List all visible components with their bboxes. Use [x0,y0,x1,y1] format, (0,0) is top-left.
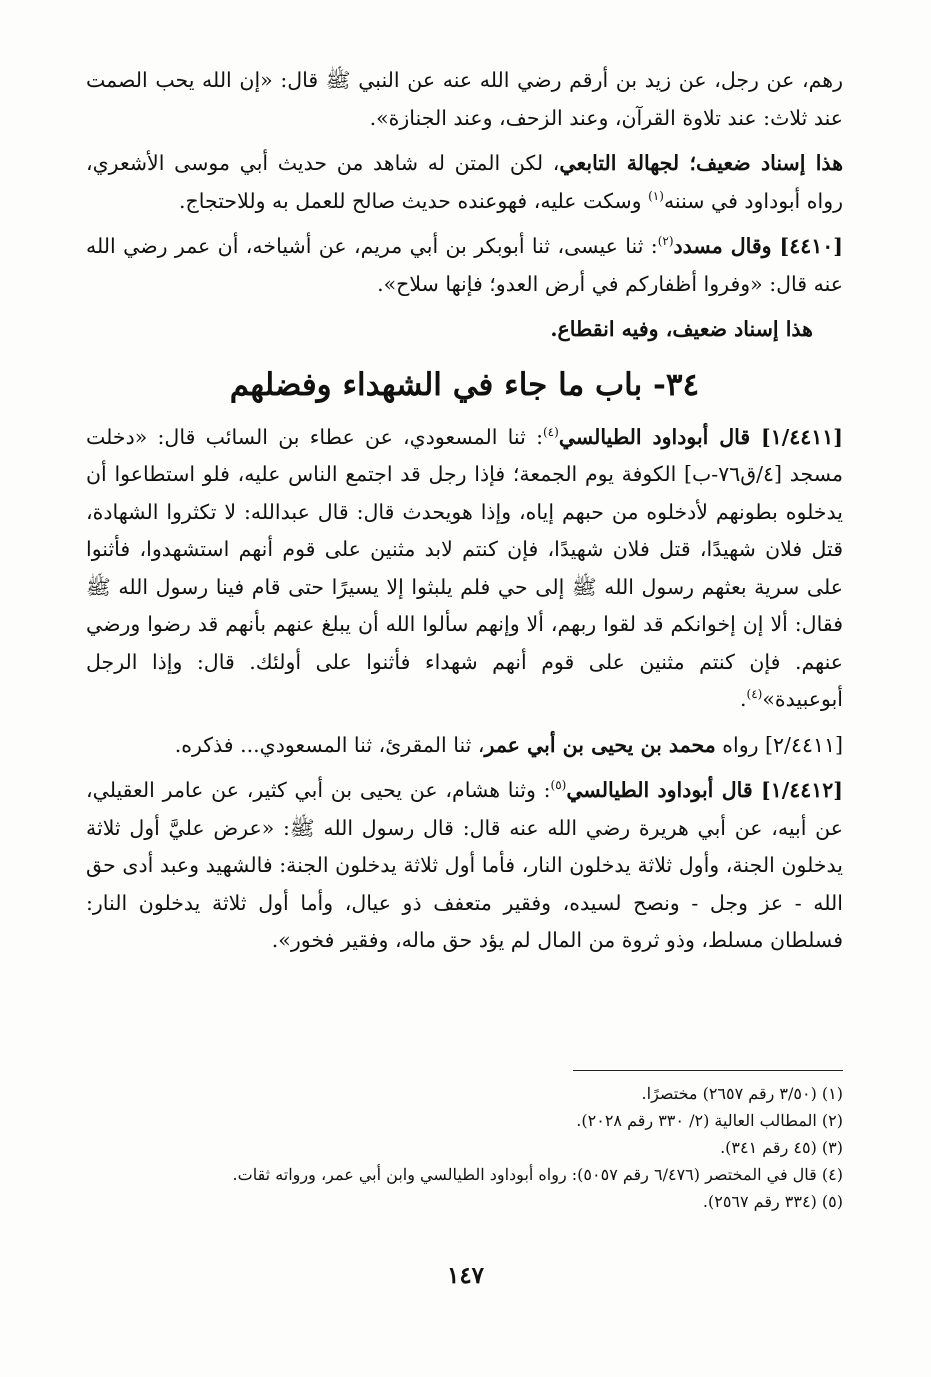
paragraph-2 [86,145,843,220]
footnote-2: (٢) المطالب العالية (٢/ ٣٣٠ رقم ٢٠٢٨). [576,1111,843,1130]
paragraph-6 [86,727,843,765]
paragraph-5 [86,419,843,719]
footnote-ref-2[interactable]: (٢) [657,234,674,249]
footnote-1: (١) (٣/٥٠ رقم ٢٦٥٧) مختصرًا. [641,1084,843,1103]
chapter-heading: ٣٤- باب ما جاء في الشهداء وفضلهم [229,366,700,403]
paragraph-5-bold: [١/٤٤١١] قال أبوداود الطيالسي [558,424,843,449]
footnote-3: (٣) (٤٥ رقم ٣٤١). [720,1138,843,1157]
footnote-5: (٥) (٣٣٤ رقم ٢٥٦٧). [702,1192,843,1211]
paragraph-4 [86,311,843,349]
paragraph-7-bold: [١/٤٤١٢] قال أبوداود الطيالسي [566,778,843,802]
footnotes [86,1080,843,1215]
footnote-ref-5[interactable]: (٥) [550,778,567,793]
paragraph-2-text: ، لكن المتن له شاهد من حديث أبي موسى الأشعري، رواه أبوداود في سننه [86,151,843,213]
paragraph-3-text: : ثنا عيسى، ثنا أبوبكر بن أبي مريم، عن أشياخه، أن عمر رضي الله عنه قال: «وفروا أظفاركم في أرض العدو؛ فإنها سلاح». [86,234,843,296]
paragraph-4-bold: هذا إسناد ضعيف، وفيه انقطاع. [550,317,813,341]
paragraph-7 [86,772,843,960]
paragraph-6-bold: محمد بن يحيى بن أبي عمر [484,732,716,757]
paragraph-6-text: ، ثنا المقرئ، ثنا المسعودي... فذكره. [174,732,485,757]
paragraph-2-text-end: وسكت عليه، فهوعنده حديث صالح للعمل به وللاحتجاج. [179,188,649,213]
footnote-divider [573,1070,843,1071]
main-text [86,62,843,968]
paragraph-7-text: : وثنا هشام، عن يحيى بن أبي كثير، عن عامر العقيلي، عن أبيه، عن أبي هريرة رضي الله عنه قال: قال رسول الله ﷺ: «عرض عليَّ أول ثلاثة يدخلون الجنة، وأول ثلاثة يدخلون النار، فأما أول ثلاثة يدخلون الجنة: فالشهيد وعبد أدى حق الله - عز وجل - ونصح لسيده، وفقير متعفف ذو عيال، وأما أول ثلاثة يدخلون النار: فسلطان مسلط، وذو ثروة من المال لم يؤد حق ماله، وفقير فخور». [86,778,843,952]
footnote-ref-4[interactable]: (٤) [746,687,763,702]
paragraph-6-bracket: [٢/٤٤١١] رواه [715,732,843,757]
footnote-4: (٤) قال في المختصر (٦/٤٧٦ رقم ٥٠٥٧): رواه أبوداود الطيالسي وابن أبي عمر، ورواته ثقات. [232,1165,843,1184]
footnote-ref-1[interactable]: (١) [648,188,664,203]
paragraph-3 [86,228,843,303]
page-number: ١٤٧ [446,1262,485,1289]
paragraph-1 [86,62,843,137]
paragraph-5-text: : ثنا المسعودي، عن عطاء بن السائب قال: «دخلت مسجد [٤/ق٧٦-ب] الكوفة يوم الجمعة؛ فإذا رجل قد اجتمع الناس عليه، فلو استطاعوا أن يدخلوه بطونهم لأدخلوه من حبهم إياه، وإذا هويحدث قال: قال عبدالله: لا تكثروا الشهادة، قتل فلان شهيدًا، قتل فلان شهيدًا، فإن كنتم لابد مثنين على قوم أنهم استشهدوا، فأثنوا على سرية بعثهم رسول الله ﷺ إلى حي فلم يلبثوا إلا يسيرًا حتى قام فينا رسول الله ﷺ فقال: ألا إن إخوانكم قد لقوا ربهم، ألا وإنهم سألوا الله أن يبلغ عنهم بأنهم قد رضوا ورضي عنهم. فإن كنتم مثنين على قوم أنهم شهداء فأثنوا على أولئك. قال: وإذا الرجل أبوعبيدة» [86,424,843,711]
paragraph-3-bold: [٤٤١٠] وقال مسدد [673,234,843,258]
paragraph-2-bold: هذا إسناد ضعيف؛ لجهالة التابعي [559,151,844,175]
footnote-ref-3[interactable]: (٤) [542,424,559,439]
paragraph-5-text-end: . [740,687,747,711]
paragraph-1-text: رهم، عن رجل، عن زيد بن أرقم رضي الله عنه عن النبي ﷺ قال: «إن الله يحب الصمت عند ثلاث: عند تلاوة القرآن، وعند الزحف، وعند الجنازة». [86,68,844,130]
